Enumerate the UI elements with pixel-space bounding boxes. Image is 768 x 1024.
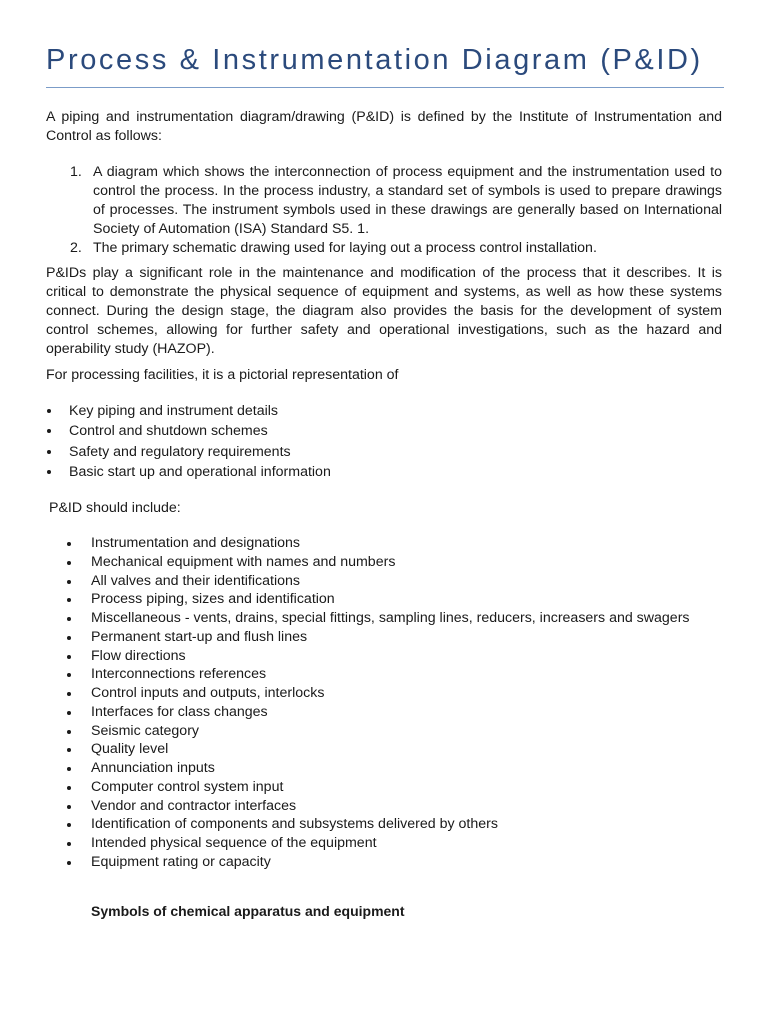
definition-text: The primary schematic drawing used for laying out a process control installation.	[93, 240, 597, 256]
list-item	[66, 628, 690, 647]
list-item-text: Safety and regulatory requirements	[69, 443, 291, 460]
list-item-text: Equipment rating or capacity	[91, 853, 271, 870]
definition-number: 2.	[70, 240, 82, 256]
bullet-icon	[47, 429, 51, 433]
bullet-icon	[67, 598, 71, 602]
bullet-icon	[67, 786, 71, 790]
bullet-icon	[67, 655, 71, 659]
bullet-icon	[67, 823, 71, 827]
list-item	[66, 665, 690, 684]
facilities-paragraph: For processing facilities, it is a pictorial representation of	[46, 367, 399, 383]
definition-number: 1.	[70, 164, 82, 180]
bullet-icon	[67, 673, 71, 677]
bullet-icon	[67, 861, 71, 865]
list-item	[66, 834, 690, 853]
list-item	[46, 442, 331, 462]
list-item-text: Interconnections references	[91, 666, 267, 683]
definition-list	[70, 163, 722, 258]
list-item	[66, 778, 690, 797]
list-item-text: Intended physical sequence of the equipment	[91, 835, 377, 851]
bullet-icon	[67, 561, 71, 565]
bullet-icon	[67, 748, 71, 752]
bullet-icon	[67, 636, 71, 640]
list-item-text: Flow directions	[91, 647, 186, 664]
list-item-text: Control inputs and outputs, interlocks	[91, 685, 325, 701]
list-item-text: Permanent start-up and flush lines	[91, 628, 308, 645]
list-item-text: Quality level	[91, 741, 169, 758]
list-item	[66, 759, 690, 778]
symbols-heading: Symbols of chemical apparatus and equipment	[91, 903, 405, 919]
list-item	[66, 740, 690, 759]
intro-paragraph: A piping and instrumentation diagram/drawing (P&ID) is defined by the Institute of Instrumentation and Control as follows:	[46, 109, 722, 144]
bullet-icon	[67, 542, 71, 546]
list-item-text: Identification of components and subsystems delivered by others	[91, 816, 498, 833]
definition-item	[70, 163, 722, 239]
list-item-text: Interfaces for class changes	[91, 703, 268, 720]
list-item	[66, 590, 690, 609]
list-item-text: All valves and their identifications	[91, 572, 300, 589]
bullet-icon	[67, 692, 71, 696]
bullet-icon	[47, 409, 51, 413]
list-item	[66, 684, 690, 703]
list-item-text: Annunciation inputs	[91, 760, 215, 776]
bullet-icon	[47, 450, 51, 454]
list-item	[66, 703, 690, 722]
representation-list	[46, 401, 331, 482]
list-item	[66, 534, 690, 553]
list-item-text: Key piping and instrument details	[69, 403, 278, 419]
bullet-icon	[67, 711, 71, 715]
list-item	[66, 815, 690, 834]
bullet-icon	[67, 842, 71, 846]
bullet-icon	[47, 470, 51, 474]
list-item-text: Seismic category	[91, 722, 200, 739]
bullet-icon	[67, 580, 71, 584]
definition-text: A diagram which shows the interconnection of process equipment and the instrumentation used to control the process. In the process industry, a standard set of symbols is used to prepare drawings of processes. The instrument symbols used in these drawings are generally based on International Society of Automation (ISA) Standard S5. 1.	[93, 164, 722, 237]
list-item	[46, 401, 331, 421]
list-item-text: Process piping, sizes and identification	[91, 591, 335, 608]
list-item	[66, 797, 690, 816]
list-item-text: Instrumentation and designations	[91, 535, 301, 551]
bullet-icon	[67, 617, 71, 621]
list-item-text: Computer control system input	[91, 778, 284, 795]
page-title: Process & Instrumentation Diagram (P&ID)	[46, 44, 703, 76]
role-paragraph: P&IDs play a significant role in the maintenance and modification of the process that it describes. It is critical to demonstrate the physical sequence of equipment and systems, as well as how these systems connect. During the design stage, the diagram also provides the basis for the development of system control schemes, allowing for further safety and operational investigations, such as the hazard and operability study (HAZOP).	[46, 265, 722, 357]
list-item-text: Control and shutdown schemes	[69, 423, 268, 440]
bullet-icon	[67, 805, 71, 809]
list-item	[46, 462, 331, 482]
list-item	[66, 553, 690, 572]
bullet-icon	[67, 730, 71, 734]
list-item-text: Vendor and contractor interfaces	[91, 797, 297, 814]
list-item	[66, 647, 690, 666]
title-underline	[46, 87, 724, 88]
include-heading: P&ID should include:	[49, 500, 181, 516]
list-item	[46, 421, 331, 441]
list-item-text: Miscellaneous - vents, drains, special fittings, sampling lines, reducers, increasers and swagers	[91, 610, 690, 626]
bullet-icon	[67, 767, 71, 771]
list-item-text: Mechanical equipment with names and numbers	[91, 553, 396, 570]
list-item	[66, 722, 690, 741]
list-item	[66, 853, 690, 872]
include-list	[66, 534, 690, 872]
list-item	[66, 609, 690, 628]
definition-item	[70, 239, 722, 258]
list-item-text: Basic start up and operational information	[69, 463, 331, 480]
list-item	[66, 572, 690, 591]
